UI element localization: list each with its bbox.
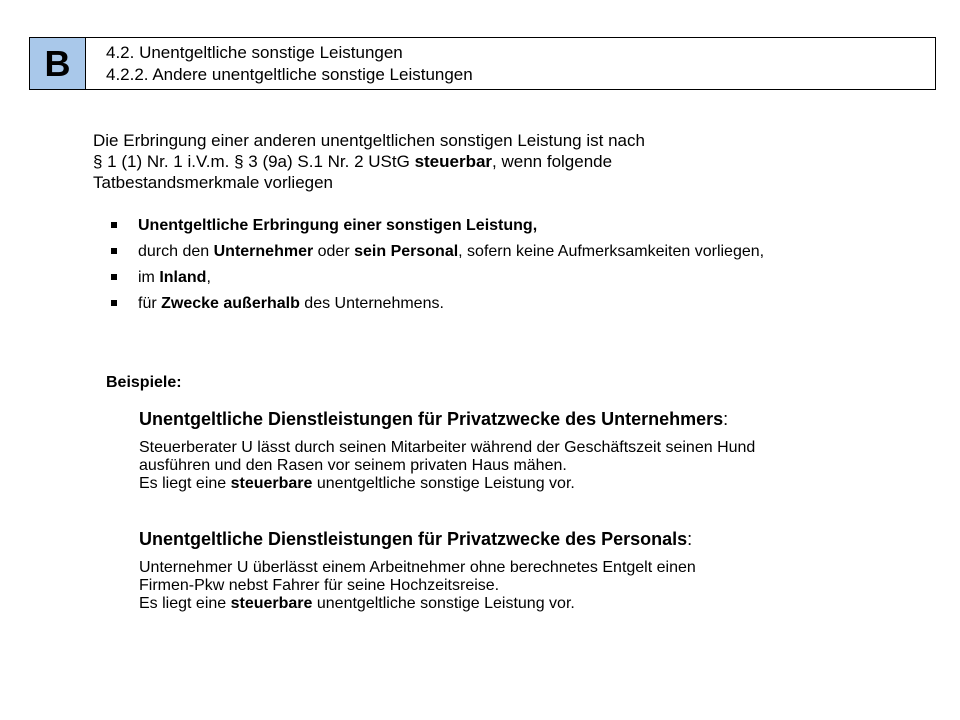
example-line-1: Steuerberater U lässt durch seinen Mitarbeiter während der Geschäftszeit seinen Hund [139,439,756,456]
intro-line [93,151,873,172]
example-personal [139,528,879,613]
criteria-text-post: des Unternehmens. [299,295,444,312]
bullet-square-icon [111,222,117,228]
criteria-text-post: , [206,269,211,286]
intro-emphasis-steuerbar: steuerbar [414,152,493,171]
example-body [139,559,879,613]
section-title: 4.2. Unentgeltliche sonstige Leistungen [106,43,403,62]
example-title-text: Unentgeltliche Dienstleistungen für Privatzwecke des Personals [139,529,688,549]
example-line-3 [139,475,879,493]
criteria-item-unternehmer [106,243,866,261]
example-conclusion-emphasis: steuerbare [230,475,313,492]
example-conclusion-emphasis: steuerbare [230,595,313,612]
bullet-square-icon [111,274,117,280]
criteria-text-post: , sofern keine Aufmerksamkeiten vorliegen, [458,243,765,260]
example-title [139,528,879,550]
example-body [139,439,879,493]
examples-heading: Beispiele: [106,374,182,391]
criteria-emphasis-personal: sein Personal [354,243,459,260]
intro-line [93,130,873,151]
example-conclusion-post: unentgeltliche sonstige Leistung vor. [312,475,575,492]
criteria-emphasis-unternehmer: Unternehmer [213,243,314,260]
criteria-list [106,217,866,321]
intro-line-2-pre: § 1 (1) Nr. 1 i.V.m. § 3 (9a) S.1 Nr. 2 UStG [93,152,415,171]
criteria-emphasis-inland: Inland [159,269,207,286]
intro-line [93,172,873,193]
bullet-square-icon [111,248,117,254]
criteria-text: Unentgeltliche Erbringung einer sonstigen Leistung, [138,217,538,234]
example-line-2: ausführen und den Rasen vor seinem privaten Haus mähen. [139,457,567,474]
intro-paragraph [93,130,873,193]
criteria-item-unentgeltlich [106,217,866,235]
criteria-text-mid: oder [313,243,355,260]
bullet-square-icon [111,300,117,306]
example-line-1: Unternehmer U überlässt einem Arbeitnehmer ohne berechnetes Entgelt einen [139,559,696,576]
section-header [29,37,936,90]
example-line-2: Firmen-Pkw nebst Fahrer für seine Hochzeitsreise. [139,577,500,594]
example-conclusion-pre: Es liegt eine [139,595,231,612]
criteria-text-pre: durch den [138,243,214,260]
chapter-badge: B [30,38,86,89]
example-conclusion-pre: Es liegt eine [139,475,231,492]
example-line-3 [139,595,879,613]
example-title-colon: : [687,529,693,549]
subsection-title: 4.2.2. Andere unentgeltliche sonstige Leistungen [106,65,473,84]
example-title [139,408,879,430]
criteria-text-pre: im [138,269,160,286]
example-conclusion-post: unentgeltliche sonstige Leistung vor. [312,595,575,612]
intro-line-3: Tatbestandsmerkmale vorliegen [93,173,334,192]
intro-line-2-post: , wenn folgende [492,152,613,171]
example-unternehmer [139,408,879,493]
intro-line-1: Die Erbringung einer anderen unentgeltlichen sonstigen Leistung ist nach [93,131,645,150]
example-title-colon: : [723,409,729,429]
criteria-text-pre: für [138,295,162,312]
criteria-item-zwecke [106,295,866,313]
example-title-text: Unentgeltliche Dienstleistungen für Privatzwecke des Unternehmers [139,409,724,429]
criteria-item-inland [106,269,866,287]
criteria-emphasis-zwecke: Zwecke außerhalb [161,295,300,312]
